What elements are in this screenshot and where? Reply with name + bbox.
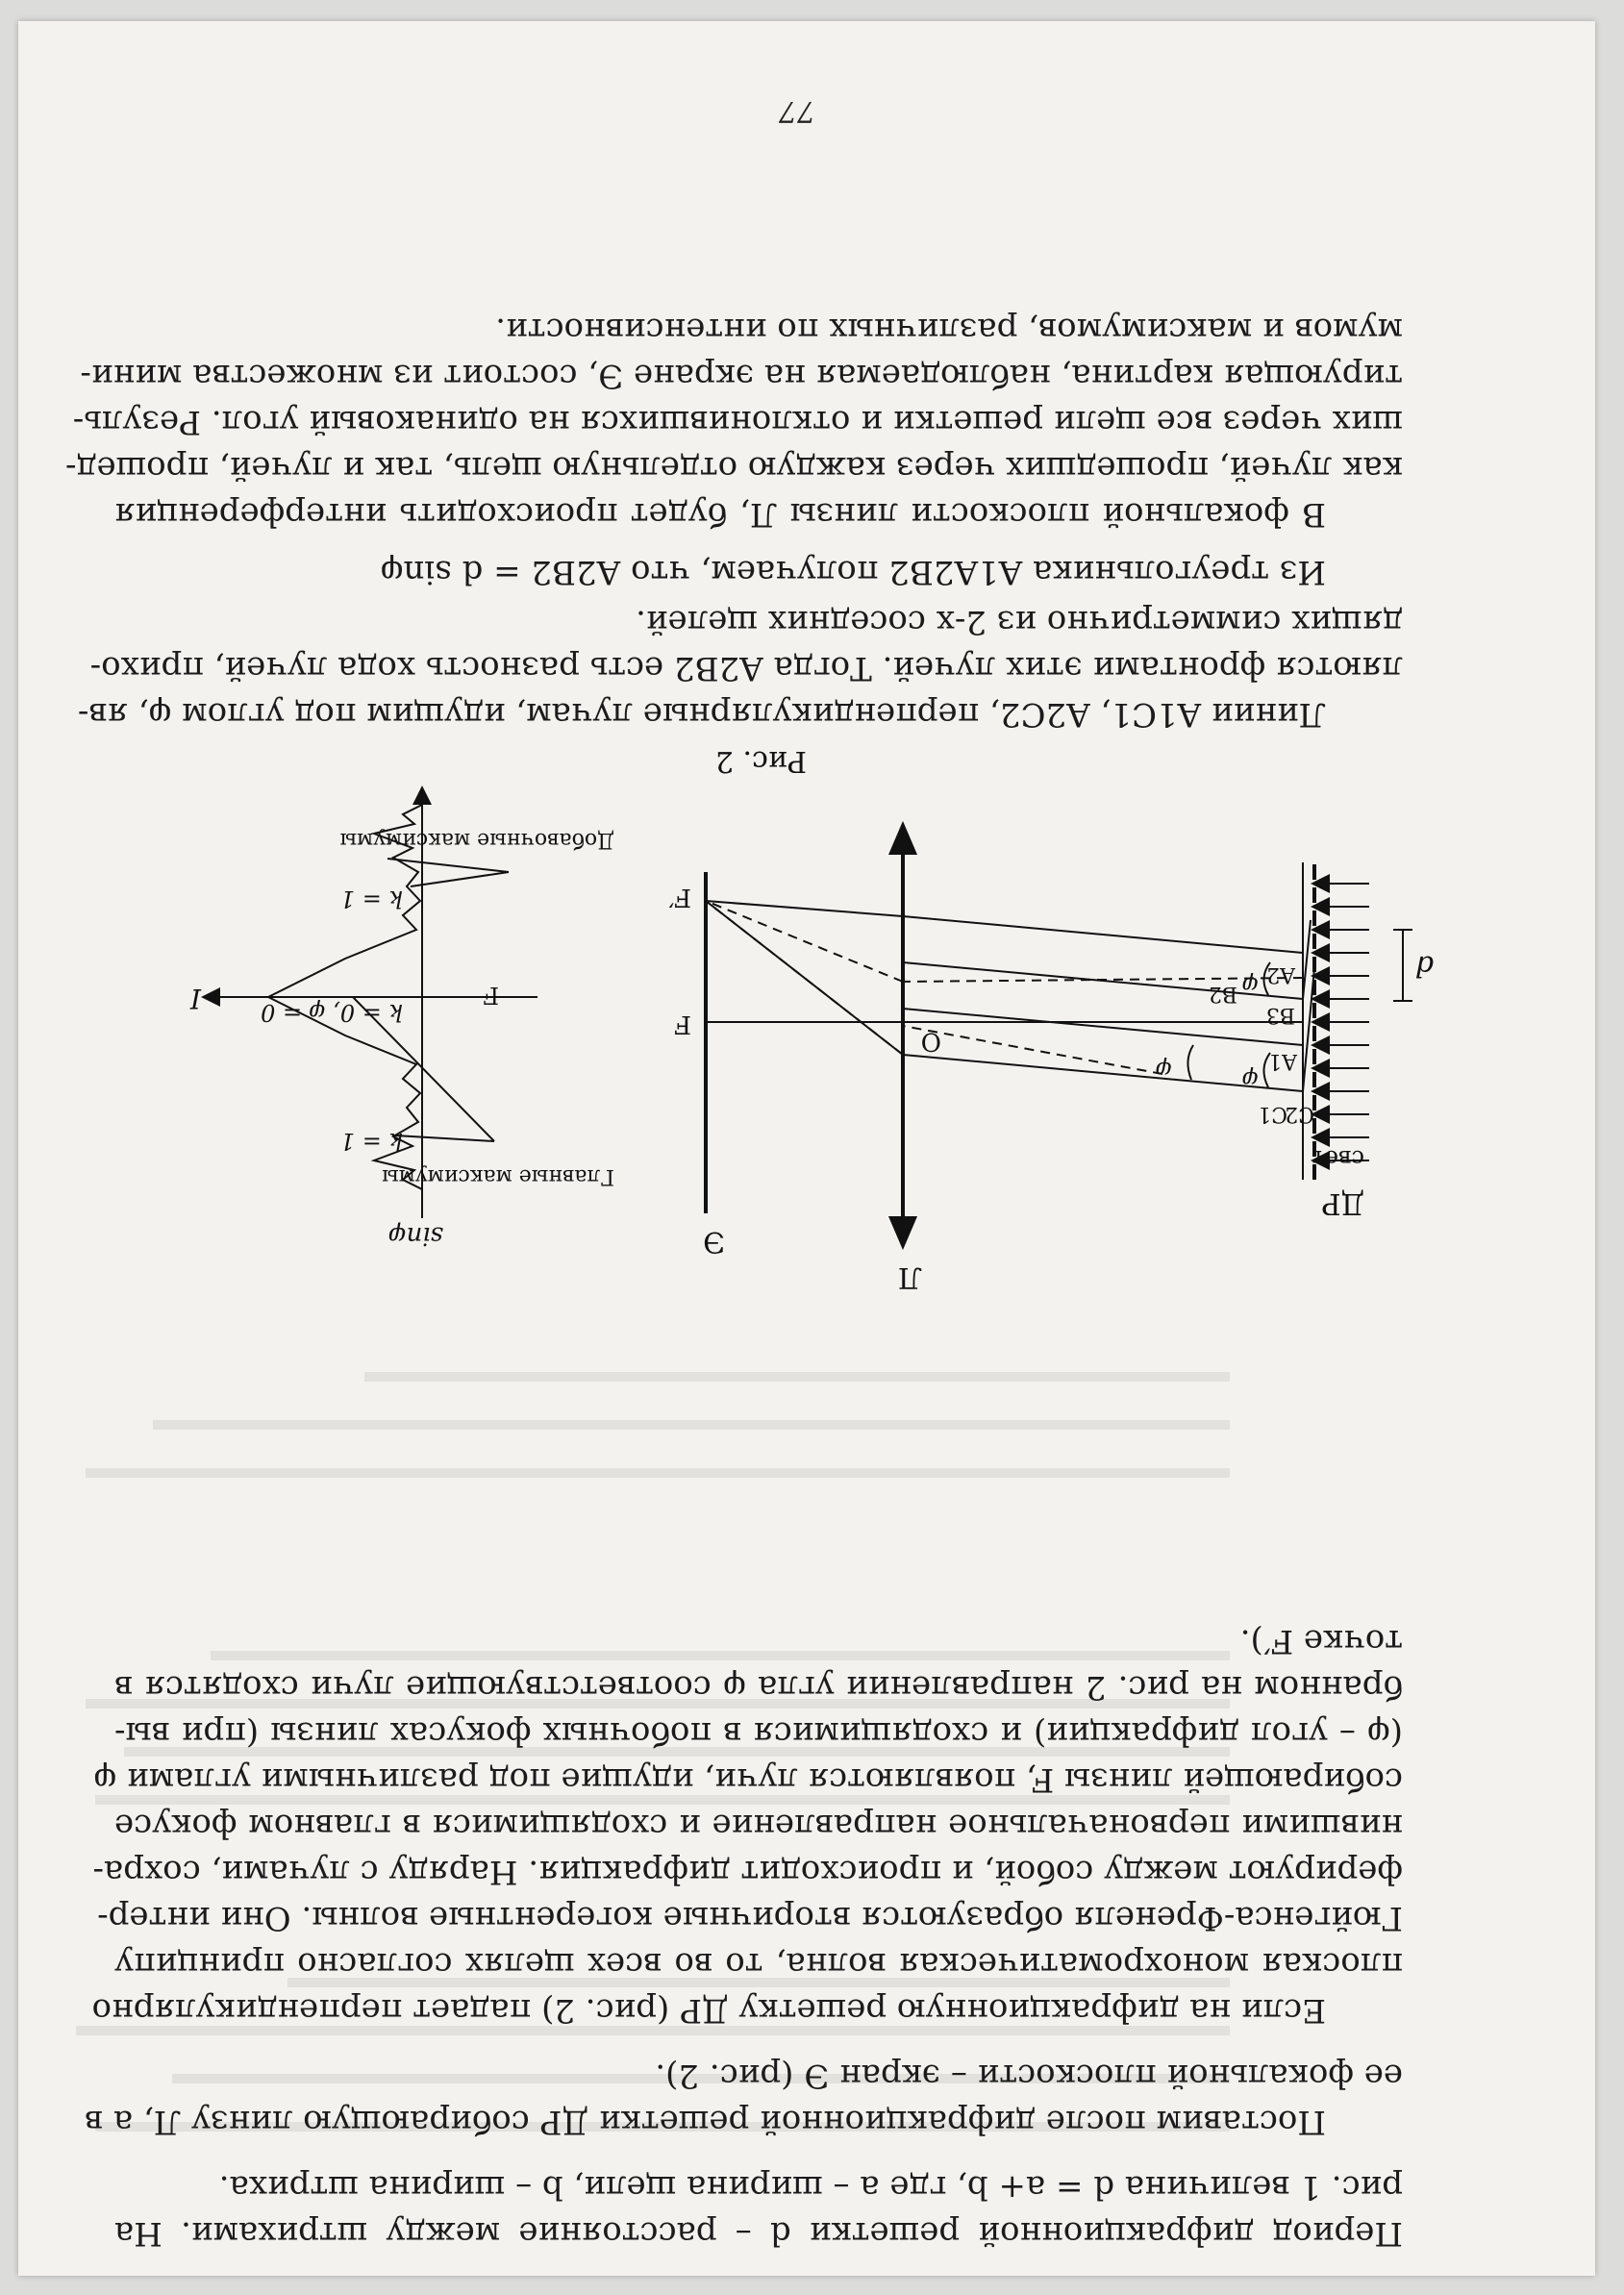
text-line: плоская монохроматическая волна, то во всех щелях согласно принципу bbox=[114, 1945, 1403, 1983]
text-line: Если на дифракционную решетку ДР (рис. 2) падает перпендикулярно bbox=[91, 1991, 1326, 2030]
label-a2: A2 bbox=[1266, 962, 1295, 986]
spectrum-f-label: F bbox=[483, 982, 499, 1009]
label-f: F bbox=[673, 1010, 691, 1038]
lens-L bbox=[891, 826, 914, 1245]
text-line: (φ – угол дифракции) и сходящимися в побочных фокусах линзы (при вы- bbox=[114, 1714, 1403, 1753]
label-phi-2: φ bbox=[1242, 972, 1259, 999]
paragraph-interference bbox=[65, 307, 1403, 537]
text-line: Гюйгенса-Френеля образуются вторичные когерентные волны. Они интер- bbox=[97, 1899, 1403, 1937]
label-c2: C2 bbox=[1285, 1102, 1314, 1126]
text-line: рис. 1 величина d = a+ b, где a – ширина щели, b – ширина штриха. bbox=[218, 2168, 1403, 2207]
paragraph-triangle bbox=[114, 549, 1403, 595]
text-line: дящих симметрично из 2-х соседних щелей. bbox=[636, 603, 1403, 641]
label-d: d bbox=[1414, 949, 1434, 983]
label-k-minus1: k = 1 bbox=[339, 1128, 403, 1155]
page-number: 77 bbox=[778, 94, 816, 128]
text-line: ферируют между собой, и происходит дифракция. Наряду с лучами, сохра- bbox=[92, 1853, 1403, 1891]
text-line: как лучей, прошедших через каждую отдельную щель, так и лучей, прошед- bbox=[65, 449, 1403, 487]
text-line: нившими первоначальное направление и сходящимися в главном фокусе bbox=[114, 1807, 1403, 1845]
label-k-plus1: k = 1 bbox=[339, 886, 403, 912]
intensity-spectrum bbox=[189, 795, 614, 1250]
label-o: O bbox=[920, 1027, 941, 1056]
period-dimension bbox=[1393, 930, 1412, 1001]
text-line: точке F′). bbox=[1239, 1622, 1403, 1660]
label-screen: Э bbox=[703, 1225, 725, 1259]
label-fprime: F′ bbox=[668, 883, 691, 911]
label-phi-1: φ bbox=[1242, 1066, 1259, 1093]
paragraph-wavefronts bbox=[77, 599, 1403, 737]
text-line: В фокальной плоскости линзы Л, будет происходить интерференция bbox=[114, 495, 1326, 534]
text-line: мумов и максимумов, различных по интенсивности. bbox=[495, 311, 1403, 349]
label-light: свет bbox=[1312, 1145, 1364, 1172]
label-k-zero: k = 0, φ = 0 bbox=[261, 999, 403, 1026]
label-b3: B3 bbox=[1265, 1003, 1295, 1027]
label-extra-maxima: Добавочные максимумы bbox=[339, 828, 614, 852]
text-line: тирующая картина, наблюдаемая на экране Э, состоит из множества мини- bbox=[80, 357, 1403, 395]
figure-caption: Рис. 2 bbox=[714, 744, 807, 778]
label-b2: B2 bbox=[1208, 982, 1237, 1006]
incident-light-arrows bbox=[1320, 884, 1369, 1160]
axis-intensity-label: I bbox=[189, 983, 201, 1014]
label-c1: C1 bbox=[1258, 1102, 1287, 1126]
text-line: Период дифракционной решетки d – расстояние между штрихами. На bbox=[114, 2214, 1403, 2253]
label-main-maxima: Главные максимумы bbox=[382, 1164, 614, 1188]
text-line: бранном на рис. 2 направлении угла φ соответствующие лучи сходятся в bbox=[114, 1668, 1403, 1707]
text-line: ших через все щели решетки и отклонившихся на одинаковый угол. Резуль- bbox=[72, 403, 1403, 441]
text-line: Из треугольника A1A2B2 получаем, что A2B2 = d sinφ bbox=[380, 553, 1326, 591]
label-a1: A1 bbox=[1268, 1049, 1297, 1073]
text-line: Линии A1C1, A2C2, перпендикулярные лучам, идущим под углом φ, яв- bbox=[77, 695, 1326, 734]
text-line: собирающей линзы F, появляются лучи, идущие под различными углами φ bbox=[93, 1760, 1403, 1799]
book-page bbox=[18, 21, 1595, 2276]
text-line: ее фокальной плоскости – экран Э (рис. 2). bbox=[655, 2057, 1403, 2095]
text-line: Поставим после дифракционной решетки ДР собирающую линзу Л, а в bbox=[84, 2103, 1326, 2141]
label-grating: ДР bbox=[1321, 1186, 1364, 1220]
axis-sinphi-label: sinφ bbox=[388, 1221, 443, 1250]
label-phi-3: φ bbox=[1156, 1057, 1172, 1084]
label-lens: Л bbox=[897, 1260, 922, 1294]
text-line: ляются фронтами этих лучей. Тогда A2B2 есть разность хода лучей, прихо- bbox=[89, 649, 1403, 687]
